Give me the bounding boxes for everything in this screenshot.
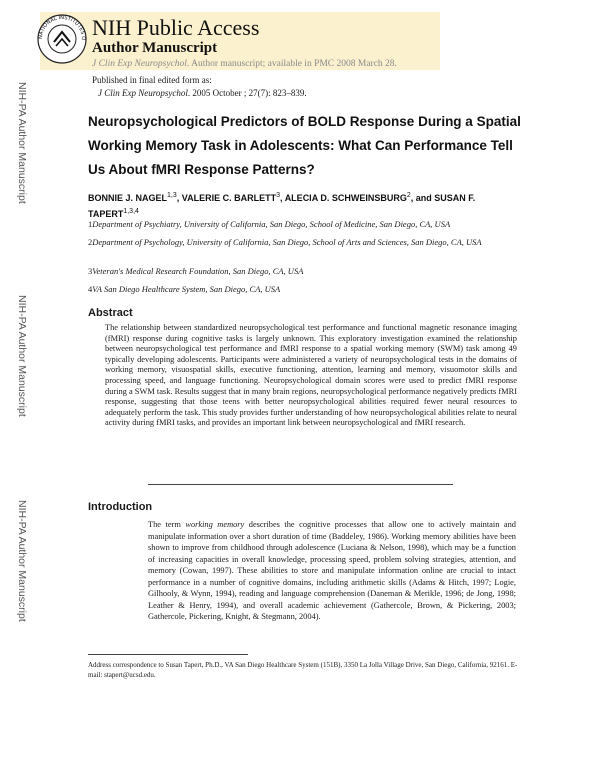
correspondence-footnote: Address correspondence to Susan Tapert, Ph.D., VA San Diego Healthcare System (151B), 3350 La Jolla Village Drive, San Diego, California, 92161. E-mail: stapert@ucsd.edu.	[88, 661, 518, 679]
author-name: VALERIE C. BARLETT	[181, 193, 277, 203]
author-name: ALECIA D. SCHWEINSBURG	[284, 193, 407, 203]
logo-text: NATIONAL INSTITUTES O	[37, 14, 87, 41]
affiliation	[88, 219, 528, 230]
author-sup: 1,3	[167, 192, 177, 199]
footnote-divider	[88, 654, 248, 655]
side-label-1: NIH-PA Author Manuscript	[16, 82, 28, 204]
introduction-heading: Introduction	[88, 501, 153, 513]
author-sep: ,	[176, 193, 182, 203]
banner-citation-rest: . Author manuscript; available in PMC 2008 March 28.	[186, 59, 397, 69]
affiliation	[88, 237, 528, 248]
affiliation-number: 4	[88, 284, 93, 294]
nih-logo-icon	[36, 8, 88, 70]
paper-title: Neuropsychological Predictors of BOLD Response During a Spatial Working Memory Task in Adolescents: What Can Performance Tell Us About fMRI Response Patterns?	[88, 114, 521, 177]
author-manuscript-label: Author Manuscript	[92, 40, 218, 56]
intro-lead: The term	[148, 520, 186, 529]
affiliation-text: VA San Diego Healthcare System, San Diego, CA, USA	[92, 284, 281, 294]
author-sup: 2	[406, 192, 411, 199]
author-name: SUSAN F. TAPERT	[88, 193, 476, 219]
divider	[148, 484, 453, 485]
published-citation	[98, 88, 307, 98]
intro-body: describes the cognitive processes that allow one to actively maintain and manipulate information over a short duration of time (Baddeley, 1986). Working memory abilities have been shown to improve from childhood through adolescence (Luciana & Nelson, 1998), which may be a function of increasing capacities in overall knowledge, processing speed, problem solving strategies, attention, and memory (Cowan, 1997). These abilities to store and manipulate information online are crucial to intact performance in a number of cognitive domains, including arithmetic skills (Adams & Hitch, 1997; Logie, Gilhooly, & Wynn, 1994), reading and language comprehension (Daneman & Merikle, 1996; de Jong, 1998; Leather & Henry, 1994), and overall academic achievement (Gathercole, Brown, & Pickering, 2003; Gathercole, Pickering, Knight, & Stegmann, 2004).	[148, 520, 516, 621]
author-sup: 1,3,4	[123, 208, 139, 215]
side-label-3: NIH-PA Author Manuscript	[16, 500, 28, 622]
affiliation-text: Veteran's Medical Research Foundation, San Diego, CA, USA	[92, 266, 304, 276]
affiliation	[88, 284, 528, 295]
intro-term: working memory	[185, 520, 245, 529]
affiliation	[88, 266, 528, 277]
published-label: Published in final edited form as:	[92, 75, 212, 85]
affiliation-text: Department of Psychiatry, University of California, San Diego, School of Medicine, San Diego, CA, USA	[92, 219, 451, 229]
affiliation-number: 2	[88, 237, 93, 247]
affiliation-number: 1	[88, 219, 93, 229]
author-sup: 3	[276, 192, 281, 199]
nih-public-access-title: NIH Public Access	[92, 15, 260, 40]
author-name: BONNIE J. NAGEL	[88, 193, 168, 203]
side-label-2: NIH-PA Author Manuscript	[16, 295, 28, 417]
banner-journal: J Clin Exp Neuropsychol	[92, 59, 187, 69]
introduction-text	[148, 519, 516, 623]
affiliation-text: Department of Psychology, University of California, San Diego, School of Arts and Sciences, San Diego, CA, USA	[92, 237, 482, 247]
published-details: . 2005 October ; 27(7): 823–839.	[187, 88, 307, 98]
affiliation-number: 3	[88, 266, 93, 276]
author-sep: , and	[410, 193, 435, 203]
banner-citation	[92, 59, 397, 69]
author-sep: ,	[280, 193, 285, 203]
published-journal: J Clin Exp Neuropsychol	[98, 88, 188, 98]
abstract-heading: Abstract	[88, 307, 133, 319]
abstract-text: The relationship between standardized neuropsychological test performance and functional magnetic resonance imaging (fMRI) response during cognitive tasks is largely unknown. This exploratory investigation examined the relationship between neuropsychological test performance and fMRI response to a spatial working memory (SWM) task among 49 typically developing adolescents. Participants were administered a variety of neuropsychological tests in the domains of working memory, visuospatial skills, executive functioning, attention, learning and memory, visuomotor skills and processing speed, and language functioning. Neuropsychological domain scores were used to predict fMRI response during a SWM task. Results suggest that in many brain regions, neuropsychological performance negatively predicts fMRI response, suggesting that those teens with better neuropsychological abilities required fewer neural resources to adequately perform the task. This study provides further understanding of how neuropsychological abilities relate to neural activity during fMRI tasks, and provides an important link between neuropsychological and fMRI research.	[105, 323, 517, 428]
author-list	[88, 189, 528, 221]
